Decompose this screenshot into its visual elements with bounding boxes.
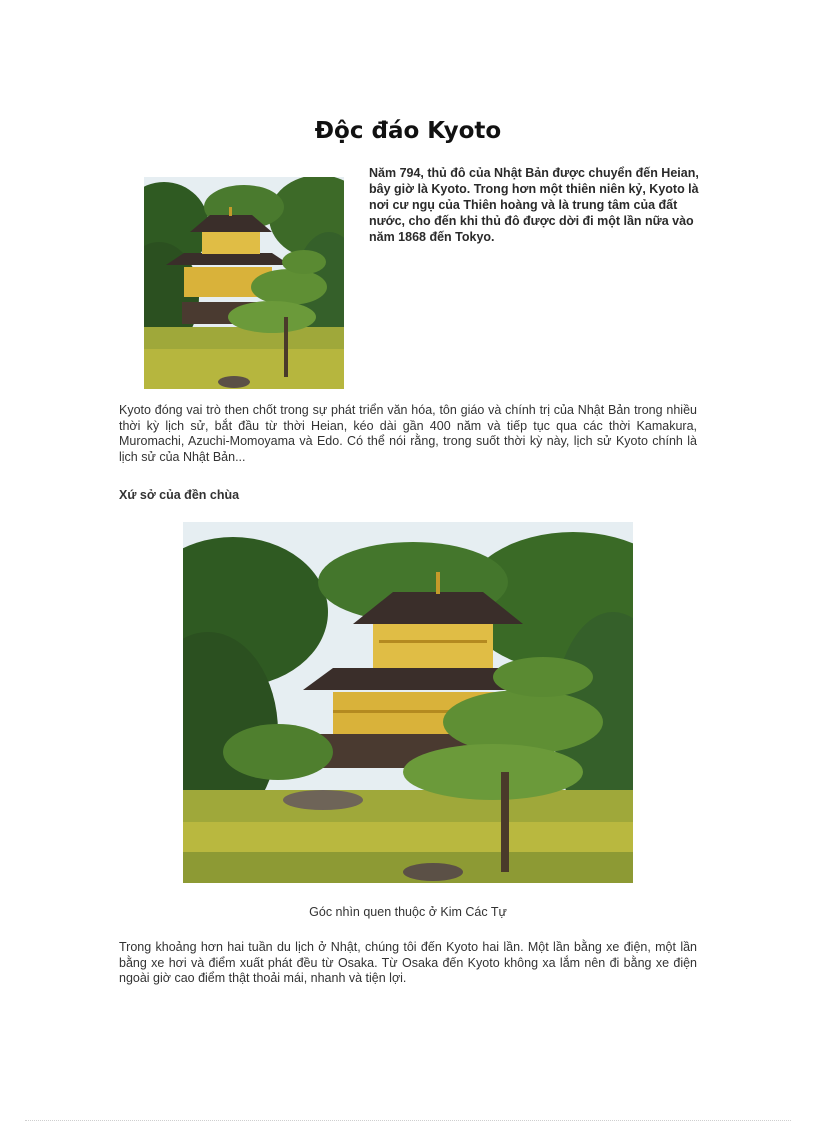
section-heading: Xứ sở của đền chùa <box>119 488 240 502</box>
article-title: Độc đáo Kyoto <box>314 118 502 144</box>
page-edge-divider <box>25 1120 791 1121</box>
body-paragraph-2: Trong khoảng hơn hai tuần du lịch ở Nhật, chúng tôi đến Kyoto hai lần. Một lần bằng xe điện, một lần bằng xe hơi và điểm xuất phát đều từ Osaka. Từ Osaka đến Kyoto không xa lắm nên đi bằng xe điện ngoài giờ cao điểm thật thoải mái, nhanh và tiện lợi. <box>119 940 697 985</box>
intro-paragraph: Năm 794, thủ đô của Nhật Bản được chuyển đến Heian, bây giờ là Kyoto. Trong hơn một thiên niên kỷ, Kyoto là nơi cư ngụ của Thiên hoàng và là trung tâm của đất nước, cho đến khi thủ đô được dời đi một lần nữa vào năm 1868 đến Tokyo. <box>369 166 699 244</box>
body-paragraph-1: Kyoto đóng vai trò then chốt trong sự phát triển văn hóa, tôn giáo và chính trị của Nhật Bản trong nhiều thời kỳ lịch sử, bắt đầu từ thời Heian, kéo dài gần 400 năm và tiếp tục qua các thời Kamakura, Muromachi, Azuchi-Momoyama và Edo. Có thể nói rằng, trong suốt thời kỳ này, lịch sử Kyoto chính là lịch sử của Nhật Bản... <box>119 403 697 464</box>
golden-pavilion-photo-large <box>183 522 633 883</box>
golden-pavilion-photo-small <box>144 177 344 389</box>
photo-caption: Góc nhìn quen thuộc ở Kim Các Tự <box>309 905 507 919</box>
